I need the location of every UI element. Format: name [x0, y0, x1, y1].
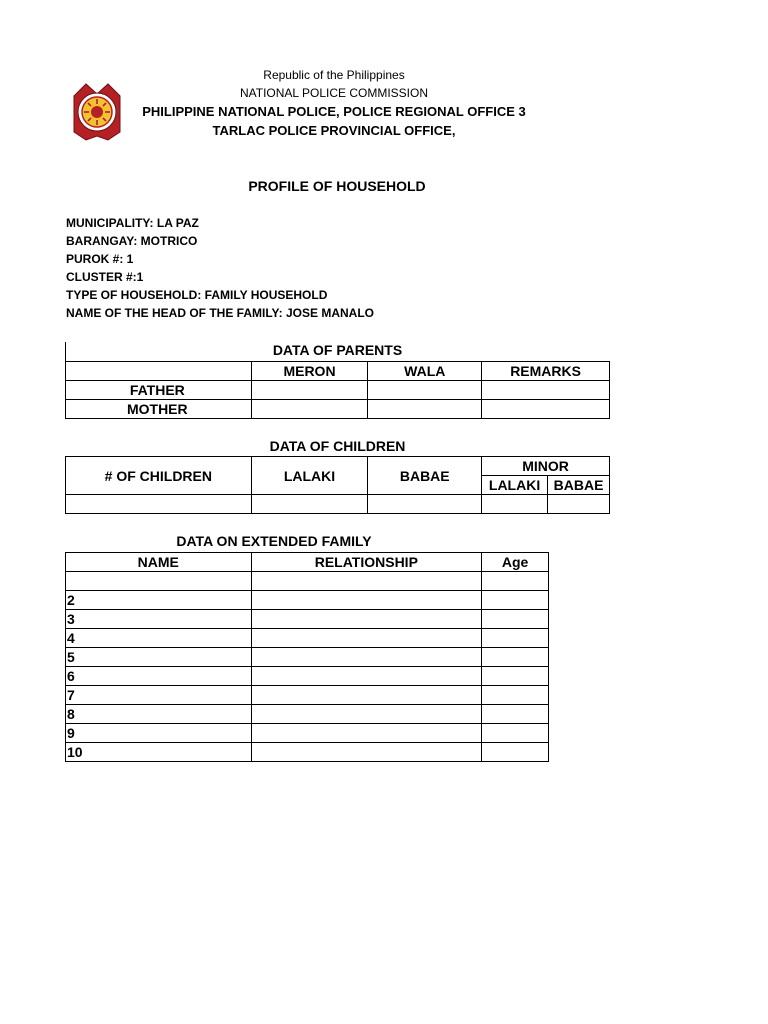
- row-label-father: FATHER: [66, 381, 252, 400]
- page-title: PROFILE OF HOUSEHOLD: [248, 178, 426, 194]
- children-title: DATA OF CHILDREN: [269, 438, 406, 454]
- col-header-minor-lalaki: LALAKI: [482, 476, 548, 495]
- col-header-lalaki: LALAKI: [251, 457, 368, 495]
- purok-line: PUROK #: 1: [66, 252, 134, 266]
- table-row: [66, 362, 610, 381]
- col-header-babae: BABAE: [368, 457, 482, 495]
- table-row: [66, 572, 549, 591]
- table-cell[interactable]: [482, 667, 549, 686]
- row-number: 8: [66, 705, 252, 724]
- table-cell[interactable]: [66, 362, 252, 381]
- row-number: 3: [66, 610, 252, 629]
- row-number: 10: [66, 743, 252, 762]
- table-cell[interactable]: [368, 495, 482, 514]
- col-header-name: NAME: [66, 553, 252, 572]
- table-cell[interactable]: [251, 591, 482, 610]
- header-republic: Republic of the Philippines: [263, 68, 405, 82]
- parents-title: DATA OF PARENTS: [272, 342, 403, 358]
- row-number: [66, 572, 252, 591]
- col-header-relationship: RELATIONSHIP: [251, 553, 482, 572]
- table-row: [66, 610, 549, 629]
- table-cell[interactable]: [482, 686, 549, 705]
- table-cell[interactable]: [368, 400, 482, 419]
- table-row: [66, 724, 549, 743]
- col-header-wala: WALA: [368, 362, 482, 381]
- row-number: 7: [66, 686, 252, 705]
- row-number: 6: [66, 667, 252, 686]
- table-row: [66, 629, 549, 648]
- table-row: [66, 705, 549, 724]
- table-cell[interactable]: [251, 667, 482, 686]
- table-cell[interactable]: [482, 572, 549, 591]
- parents-table: [65, 361, 610, 419]
- table-row: [66, 400, 610, 419]
- children-table: [65, 456, 610, 514]
- table-cell[interactable]: [482, 381, 610, 400]
- head-of-family-line: NAME OF THE HEAD OF THE FAMILY: JOSE MANALO: [66, 306, 375, 320]
- row-number: 4: [66, 629, 252, 648]
- table-row: [66, 743, 549, 762]
- table-cell[interactable]: [251, 495, 368, 514]
- extended-table: [65, 552, 549, 762]
- extended-title: DATA ON EXTENDED FAMILY: [176, 533, 372, 549]
- table-row: [66, 553, 549, 572]
- barangay-line: BARANGAY: MOTRICO: [66, 234, 198, 248]
- table-cell[interactable]: [482, 648, 549, 667]
- table-cell[interactable]: [251, 610, 482, 629]
- table-cell[interactable]: [66, 495, 252, 514]
- table-cell[interactable]: [251, 648, 482, 667]
- cluster-line: CLUSTER #:1: [66, 270, 144, 284]
- header-pnp: PHILIPPINE NATIONAL POLICE, POLICE REGIONAL OFFICE 3: [142, 104, 526, 119]
- table-cell[interactable]: [251, 629, 482, 648]
- table-cell[interactable]: [548, 495, 610, 514]
- table-row: [66, 495, 610, 514]
- table-cell[interactable]: [482, 400, 610, 419]
- row-number: 9: [66, 724, 252, 743]
- table-cell[interactable]: [482, 610, 549, 629]
- header-tarlac: TARLAC POLICE PROVINCIAL OFFICE,: [212, 123, 456, 138]
- table-row: [66, 591, 549, 610]
- table-cell[interactable]: [482, 705, 549, 724]
- table-cell[interactable]: [251, 686, 482, 705]
- household-type-line: TYPE OF HOUSEHOLD: FAMILY HOUSEHOLD: [66, 288, 328, 302]
- row-number: 2: [66, 591, 252, 610]
- col-header-age: Age: [482, 553, 549, 572]
- table-cell[interactable]: [251, 381, 368, 400]
- table-cell[interactable]: [368, 381, 482, 400]
- col-header-children-count: # OF CHILDREN: [66, 457, 252, 495]
- col-header-minor-babae: BABAE: [548, 476, 610, 495]
- table-cell[interactable]: [482, 743, 549, 762]
- table-cell[interactable]: [482, 591, 549, 610]
- table-cell[interactable]: [251, 743, 482, 762]
- table-row: [66, 686, 549, 705]
- municipality-line: MUNICIPALITY: LA PAZ: [66, 216, 199, 230]
- table-cell[interactable]: [482, 724, 549, 743]
- table-cell[interactable]: [251, 724, 482, 743]
- table-cell[interactable]: [482, 629, 549, 648]
- col-header-remarks: REMARKS: [482, 362, 610, 381]
- row-label-mother: MOTHER: [66, 400, 252, 419]
- row-number: 5: [66, 648, 252, 667]
- table-cell[interactable]: [482, 495, 548, 514]
- table-row: [66, 457, 610, 476]
- table-cell[interactable]: [251, 400, 368, 419]
- table-cell[interactable]: [251, 572, 482, 591]
- table-row: [66, 667, 549, 686]
- header-napolcom: NATIONAL POLICE COMMISSION: [239, 86, 429, 100]
- table-cell[interactable]: [251, 705, 482, 724]
- col-header-meron: MERON: [251, 362, 368, 381]
- table-row: [66, 648, 549, 667]
- table-row: [66, 381, 610, 400]
- col-header-minor: MINOR: [482, 457, 610, 476]
